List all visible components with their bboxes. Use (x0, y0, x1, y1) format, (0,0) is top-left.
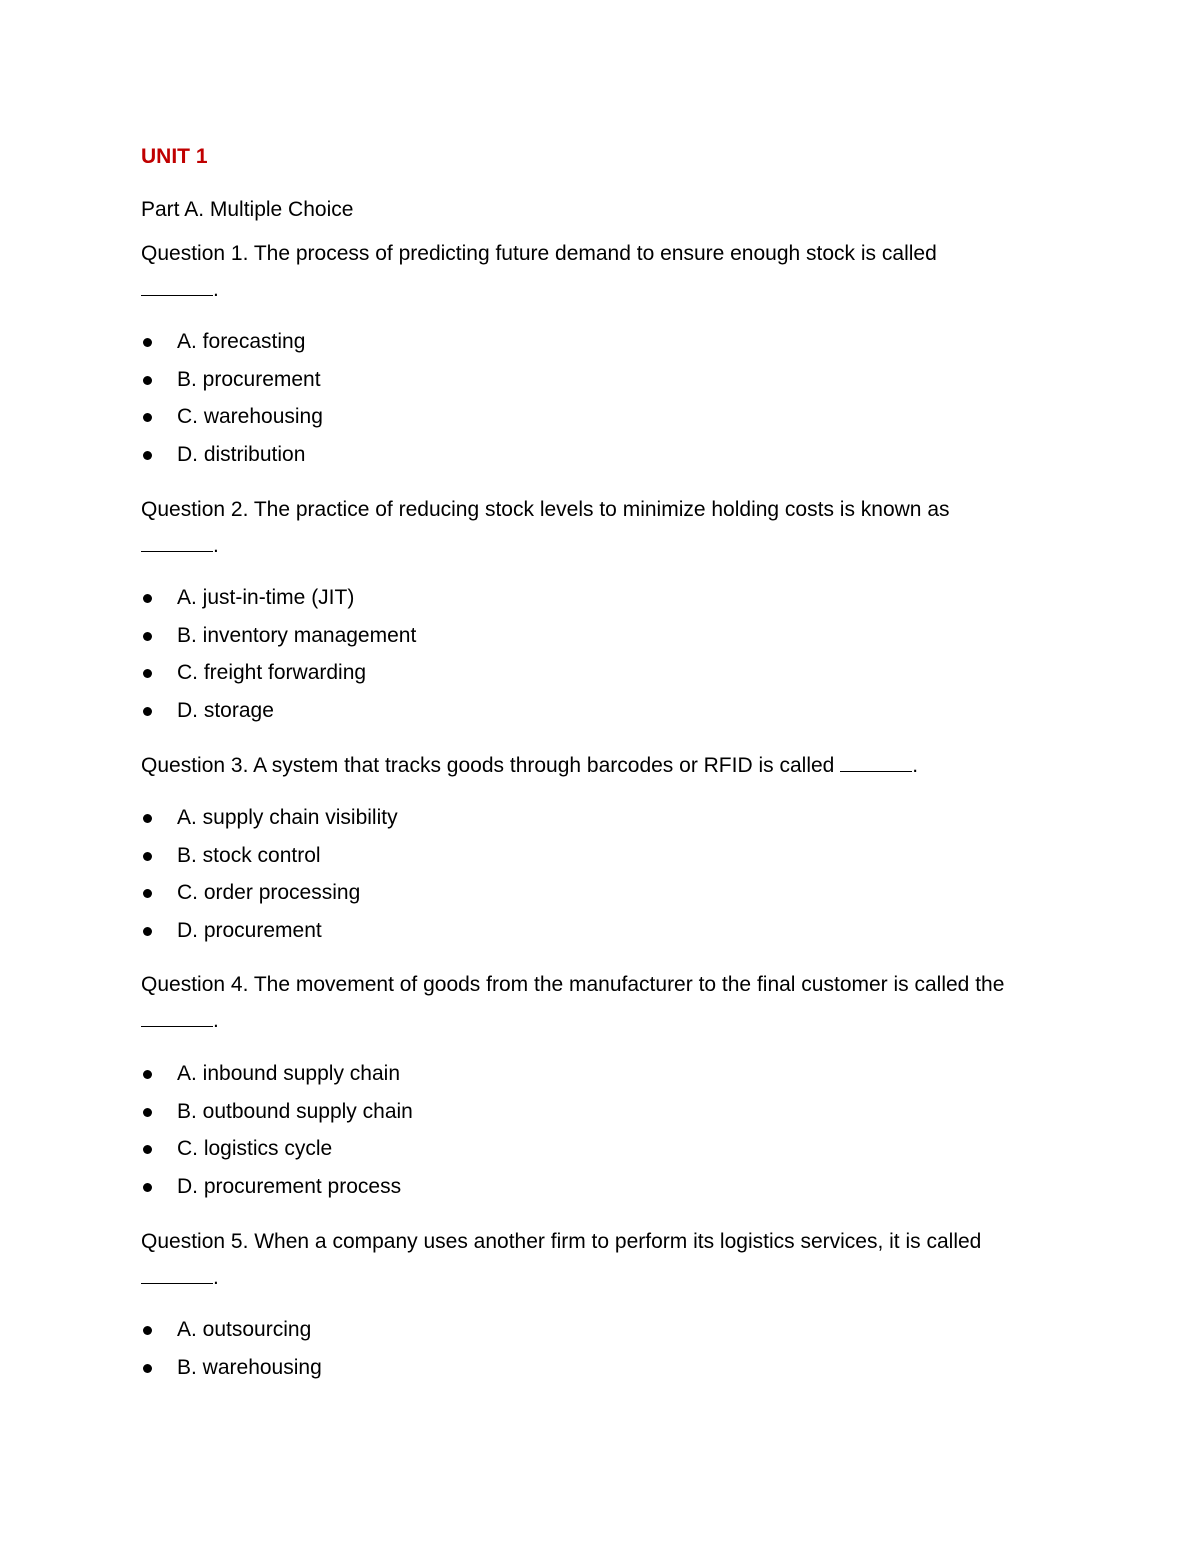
question-5-tail: . (213, 1266, 219, 1289)
question-3-tail: . (912, 754, 919, 777)
bullet-icon (143, 814, 152, 823)
bullet-icon (143, 632, 152, 641)
option-item (141, 692, 416, 730)
question-3 (141, 748, 1051, 784)
bullet-icon (143, 1364, 152, 1373)
option-label: B. stock control (177, 843, 321, 867)
question-2-tail: . (213, 534, 219, 557)
option-label: A. inbound supply chain (177, 1062, 400, 1085)
option-label: C. logistics cycle (177, 1137, 333, 1160)
bullet-icon (143, 889, 152, 898)
unit-title: UNIT 1 (141, 145, 208, 168)
answer-blank (141, 1265, 213, 1284)
bullet-icon (143, 594, 152, 603)
bullet-icon (143, 1326, 152, 1335)
option-item (141, 436, 323, 474)
option-label: D. distribution (177, 442, 306, 466)
bullet-icon (143, 707, 152, 716)
option-item (141, 1055, 413, 1093)
bullet-icon (143, 1108, 152, 1117)
question-2 (141, 492, 1051, 564)
option-item (141, 1130, 413, 1168)
option-item (141, 1311, 322, 1349)
bullet-icon (143, 1070, 152, 1079)
option-label: A. supply chain visibility (177, 806, 398, 829)
question-1-tail: . (213, 278, 219, 301)
part-title: Part A. Multiple Choice (141, 198, 354, 221)
option-item (141, 874, 398, 912)
bullet-icon (143, 413, 152, 422)
option-label: C. warehousing (177, 405, 323, 428)
question-5-text: Question 5. When a company uses another firm to perform its logistics services, it is called (141, 1230, 982, 1253)
bullet-icon (143, 376, 152, 385)
option-item (141, 799, 398, 837)
bullet-icon (143, 669, 152, 678)
option-item (141, 361, 323, 399)
option-item (141, 1349, 322, 1387)
option-item (141, 617, 416, 655)
option-item (141, 579, 416, 617)
option-label: B. procurement (177, 367, 321, 391)
bullet-icon (143, 451, 152, 460)
document-page (141, 0, 1061, 1553)
option-label: D. procurement (177, 918, 322, 942)
option-label: C. freight forwarding (177, 661, 367, 684)
option-item (141, 323, 323, 361)
question-5-options (141, 1311, 322, 1386)
option-item (141, 398, 323, 436)
question-1 (141, 236, 1051, 308)
bullet-icon (143, 852, 152, 861)
question-1-options (141, 323, 323, 473)
question-4-tail: . (213, 1009, 219, 1032)
bullet-icon (143, 1145, 152, 1154)
question-4 (141, 967, 1051, 1039)
option-item (141, 1168, 413, 1206)
question-3-options (141, 799, 398, 949)
option-item (141, 1093, 413, 1131)
option-label: A. just-in-time (JIT) (177, 586, 355, 609)
option-item (141, 837, 398, 875)
option-label: C. order processing (177, 881, 361, 904)
option-label: D. procurement process (177, 1174, 402, 1198)
bullet-icon (143, 927, 152, 936)
option-item (141, 654, 416, 692)
option-label: A. forecasting (177, 330, 306, 353)
option-label: B. inventory management (177, 623, 417, 647)
option-item (141, 912, 398, 950)
question-2-text: Question 2. The practice of reducing stock levels to minimize holding costs is known as (141, 498, 950, 521)
question-4-text: Question 4. The movement of goods from the manufacturer to the final customer is called the (141, 973, 1005, 996)
option-label: B. outbound supply chain (177, 1099, 413, 1123)
question-1-text: Question 1. The process of predicting future demand to ensure enough stock is called (141, 242, 937, 265)
answer-blank (141, 533, 213, 552)
question-3-text: Question 3. A system that tracks goods through barcodes or RFID is called (141, 754, 835, 777)
answer-blank (840, 753, 912, 772)
option-label: B. warehousing (177, 1355, 322, 1379)
answer-blank (141, 1008, 213, 1027)
bullet-icon (143, 338, 152, 347)
answer-blank (141, 277, 213, 296)
bullet-icon (143, 1183, 152, 1192)
question-2-options (141, 579, 416, 729)
question-4-options (141, 1055, 413, 1205)
option-label: D. storage (177, 698, 274, 722)
option-label: A. outsourcing (177, 1318, 312, 1341)
question-5 (141, 1224, 1051, 1296)
